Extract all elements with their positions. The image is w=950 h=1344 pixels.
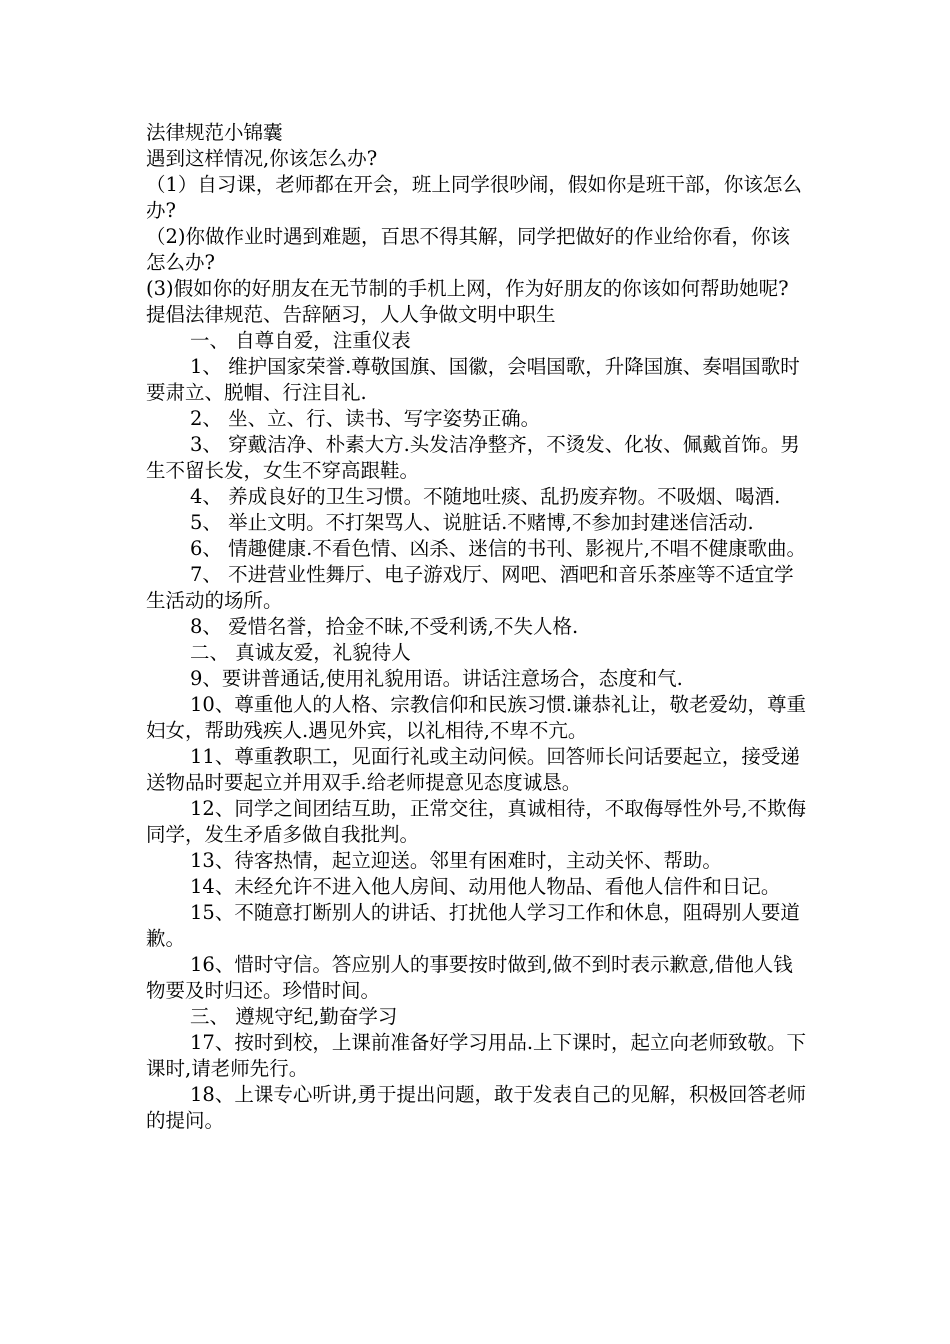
- rule-item-5: 5、 举止文明。不打架骂人、说脏话.不赌博,不参加封建迷信活动.: [190, 511, 754, 534]
- question-3: (3)假如你的好朋友在无节制的手机上网，作为好朋友的你该如何帮助她呢?: [146, 277, 789, 300]
- rule-item-16: 16、惜时守信。答应别人的事要按时做到,做不到时表示歉意,借他人钱物要及时归还。珍惜时间。: [146, 953, 793, 1002]
- rule-item-14: 14、未经允许不进入他人房间、动用他人物品、看他人信件和日记。: [190, 875, 781, 898]
- rule-item-2: 2、 坐、立、行、读书、写字姿势正确。: [190, 407, 541, 430]
- rule-item-9: 9、要讲普通话,使用礼貌用语。讲话注意场合，态度和气.: [190, 667, 683, 690]
- rule-item-13: 13、待客热情，起立迎送。邻里有困难时，主动关怀、帮助。: [190, 849, 722, 872]
- section-1-title: 一、 自尊自爱，注重仪表: [190, 329, 411, 352]
- rule-item-17: 17、按时到校，上课前准备好学习用品.上下课时，起立向老师致敬。下课时,请老师先行。: [146, 1031, 807, 1080]
- rule-item-3: 3、 穿戴洁净、朴素大方.头发洁净整齐，不烫发、化妆、佩戴首饰。男生不留长发，女生不穿高跟鞋。: [146, 433, 800, 482]
- rule-item-6: 6、 情趣健康.不看色情、凶杀、迷信的书刊、影视片,不唱不健康歌曲。: [190, 537, 807, 560]
- section-2-title: 二、 真诚友爱，礼貌待人: [190, 641, 411, 664]
- rule-item-12: 12、同学之间团结互助，正常交往，真诚相待，不取侮辱性外号,不欺侮同学，发生矛盾多做自我批判。: [146, 797, 807, 846]
- rule-item-18: 18、上课专心听讲,勇于提出问题，敢于发表自己的见解，积极回答老师的提问。: [146, 1083, 807, 1132]
- question-2: （2)你做作业时遇到难题，百思不得其解，同学把做好的作业给你看，你该怎么办?: [146, 225, 791, 274]
- rule-item-8: 8、 爱惜名誉，拾金不昧,不受利诱,不失人格.: [190, 615, 579, 638]
- intro-question: 遇到这样情况,你该怎么办?: [146, 147, 378, 170]
- rule-item-10: 10、尊重他人的人格、宗教信仰和民族习惯.谦恭礼让，敬老爱幼，尊重妇女，帮助残疾人.遇见外宾，以礼相待,不卑不亢。: [146, 693, 807, 742]
- section-3-title: 三、 遵规守纪,勤奋学习: [190, 1005, 398, 1028]
- rule-item-11: 11、尊重教职工，见面行礼或主动问候。回答师长问话要起立，接受递送物品时要起立并用双手.给老师提意见态度诚恳。: [146, 745, 800, 794]
- document-title: 法律规范小锦囊: [146, 121, 283, 144]
- rule-item-1: 1、 维护国家荣誉.尊敬国旗、国徽，会唱国歌，升降国旗、奏唱国歌时要肃立、脱帽、行注目礼.: [146, 355, 800, 404]
- section-heading: 提倡法律规范、告辞陋习，人人争做文明中职生: [146, 303, 556, 326]
- question-1: （1）自习课，老师都在开会，班上同学很吵闹，假如你是班干部，你该怎么办?: [146, 173, 802, 222]
- document-body: [146, 120, 806, 1134]
- rule-item-4: 4、 养成良好的卫生习惯。不随地吐痰、乱扔废弃物。不吸烟、喝酒.: [190, 485, 781, 508]
- rule-item-7: 7、 不进营业性舞厅、电子游戏厅、网吧、酒吧和音乐茶座等不适宜学生活动的场所。: [146, 563, 794, 612]
- rule-item-15: 15、不随意打断别人的讲话、打扰他人学习工作和休息，阻碍别人要道歉。: [146, 901, 800, 950]
